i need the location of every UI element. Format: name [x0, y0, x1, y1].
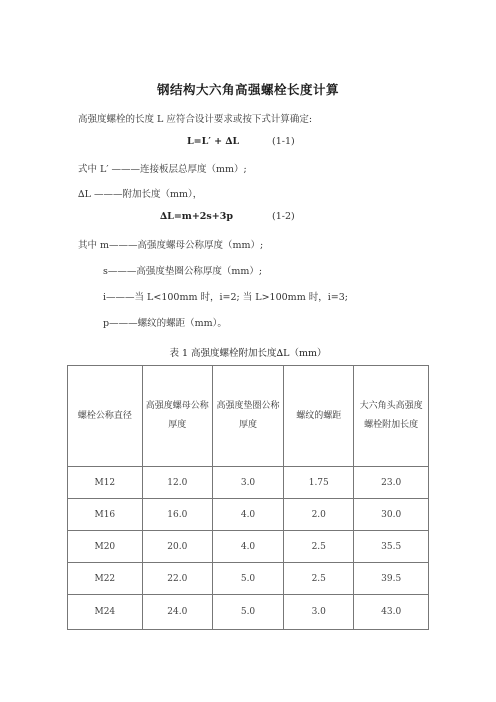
cell-washer-thickness: 3.0: [212, 467, 283, 499]
formula-1-number: (1-1): [272, 136, 295, 147]
header-nominal-diameter: 螺栓公称直径: [68, 366, 143, 467]
definition-m: 其中 m———高强度螺母公称厚度（mm）;: [78, 240, 264, 251]
definition-i: i———当 L<100mm 时，i=2; 当 L>100mm 时，i=3;: [103, 292, 348, 303]
cell-washer-thickness: 4.0: [212, 531, 283, 563]
formula-2-number: (1-2): [272, 211, 295, 222]
definition-l-prime: 式中 L′ ———连接板层总厚度（mm）;: [78, 164, 247, 175]
cell-thread-pitch: 3.0: [284, 595, 354, 630]
cell-nut-thickness: 24.0: [142, 595, 212, 630]
header-washer-thickness: 高强度垫圈公称厚度: [212, 366, 283, 467]
table-header-row: [68, 366, 429, 467]
cell-diameter: M22: [68, 563, 143, 595]
cell-diameter: M24: [68, 595, 143, 630]
cell-nut-thickness: 22.0: [142, 563, 212, 595]
cell-washer-thickness: 5.0: [212, 563, 283, 595]
table-row: [68, 595, 429, 630]
cell-diameter: M12: [68, 467, 143, 499]
cell-nut-thickness: 20.0: [142, 531, 212, 563]
document-title: 钢结构大六角高强螺栓长度计算: [156, 82, 339, 97]
bolt-length-table: [67, 365, 429, 630]
formula-1: L=L′ + ∆L: [187, 136, 240, 147]
intro-text: 高强度螺栓的长度 L 应符合设计要求或按下式计算确定:: [78, 114, 313, 125]
header-nut-thickness: 高强度螺母公称厚度: [142, 366, 212, 467]
cell-additional-length: 23.0: [354, 467, 429, 499]
cell-additional-length: 39.5: [354, 563, 429, 595]
definition-s: s———高强度垫圈公称厚度（mm）;: [103, 266, 263, 277]
definition-delta-l: ∆L ———附加长度（mm），: [78, 189, 203, 200]
cell-diameter: M20: [68, 531, 143, 563]
table-row: [68, 499, 429, 531]
cell-diameter: M16: [68, 499, 143, 531]
cell-thread-pitch: 2.5: [284, 531, 354, 563]
cell-additional-length: 35.5: [354, 531, 429, 563]
table-caption: 表 1 高强度螺栓附加长度∆L（mm）: [169, 348, 327, 359]
cell-nut-thickness: 16.0: [142, 499, 212, 531]
table-row: [68, 531, 429, 563]
cell-thread-pitch: 1.75: [284, 467, 354, 499]
cell-washer-thickness: 5.0: [212, 595, 283, 630]
cell-additional-length: 43.0: [354, 595, 429, 630]
definition-p: p———螺纹的螺距（mm）。: [103, 318, 227, 329]
header-additional-length: 大六角头高强度螺栓附加长度: [354, 366, 429, 467]
cell-thread-pitch: 2.0: [284, 499, 354, 531]
cell-thread-pitch: 2.5: [284, 563, 354, 595]
cell-additional-length: 30.0: [354, 499, 429, 531]
cell-nut-thickness: 12.0: [142, 467, 212, 499]
table-row: [68, 563, 429, 595]
table-row: [68, 467, 429, 499]
cell-washer-thickness: 4.0: [212, 499, 283, 531]
header-thread-pitch: 螺纹的螺距: [284, 366, 354, 467]
formula-2: ∆L=m+2s+3p: [160, 211, 233, 222]
